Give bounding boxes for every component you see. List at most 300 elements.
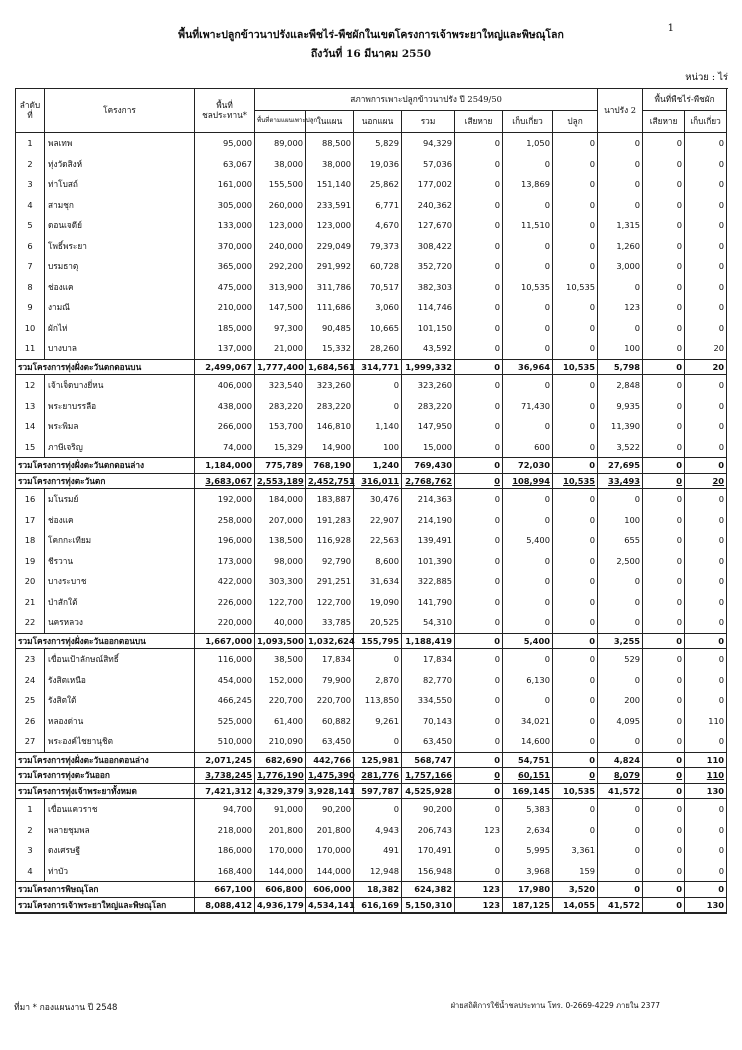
value-cell: 597,787 xyxy=(354,783,402,799)
value-cell: 0 xyxy=(553,318,598,339)
value-cell: 0 xyxy=(685,530,727,551)
value-cell: 0 xyxy=(643,195,685,216)
project-name: ทุ่งวัดสิงห์ xyxy=(45,154,195,175)
value-cell: 38,500 xyxy=(255,649,306,670)
value-cell: 1,184,000 xyxy=(195,458,255,474)
row-number: 5 xyxy=(16,215,45,236)
value-cell: 316,011 xyxy=(354,473,402,489)
value-cell: 123,000 xyxy=(255,215,306,236)
value-cell: 10,665 xyxy=(354,318,402,339)
value-cell: 0 xyxy=(455,215,503,236)
value-cell: 422,000 xyxy=(195,571,255,592)
value-cell: 220,700 xyxy=(255,690,306,711)
value-cell: 0 xyxy=(598,799,643,820)
value-cell: 0 xyxy=(598,195,643,216)
value-cell: 0 xyxy=(685,236,727,257)
value-cell: 0 xyxy=(455,174,503,195)
header-damaged: เสียหาย xyxy=(455,111,503,133)
value-cell: 7,421,312 xyxy=(195,783,255,799)
value-cell: 0 xyxy=(455,840,503,861)
value-cell: 0 xyxy=(598,277,643,298)
value-cell: 168,400 xyxy=(195,861,255,882)
value-cell: 1,240 xyxy=(354,458,402,474)
value-cell: 147,500 xyxy=(255,297,306,318)
value-cell: 5,400 xyxy=(503,633,553,649)
value-cell: 624,382 xyxy=(402,882,455,898)
summary-row xyxy=(16,783,727,799)
header-napang2: นาปรัง 2 xyxy=(598,89,643,133)
row-number: 2 xyxy=(16,154,45,175)
value-cell: 0 xyxy=(503,592,553,613)
value-cell: 0 xyxy=(553,338,598,359)
row-number: 12 xyxy=(16,375,45,396)
value-cell: 0 xyxy=(503,236,553,257)
row-number: 19 xyxy=(16,551,45,572)
value-cell: 406,000 xyxy=(195,375,255,396)
value-cell: 141,790 xyxy=(402,592,455,613)
summary-label: รวมโครงการพิษณุโลก xyxy=(16,882,195,898)
value-cell: 94,329 xyxy=(402,133,455,154)
header-irrigated-area: พื้นที่ ชลประทาน* xyxy=(195,89,255,133)
value-cell: 0 xyxy=(685,174,727,195)
value-cell: 0 xyxy=(685,154,727,175)
value-cell: 201,800 xyxy=(306,820,354,841)
value-cell: 0 xyxy=(643,359,685,375)
project-name: หลองด่าน xyxy=(45,711,195,732)
value-cell: 1,776,190 xyxy=(255,768,306,784)
value-cell: 4,525,928 xyxy=(402,783,455,799)
value-cell: 1,667,000 xyxy=(195,633,255,649)
value-cell: 0 xyxy=(643,551,685,572)
value-cell: 0 xyxy=(455,571,503,592)
project-name: นครหลวง xyxy=(45,612,195,633)
value-cell: 210,000 xyxy=(195,297,255,318)
value-cell: 0 xyxy=(685,489,727,510)
value-cell: 0 xyxy=(553,437,598,458)
value-cell: 0 xyxy=(643,670,685,691)
value-cell: 159 xyxy=(553,861,598,882)
value-cell: 0 xyxy=(455,799,503,820)
value-cell: 54,751 xyxy=(503,752,553,768)
value-cell: 0 xyxy=(455,690,503,711)
value-cell: 0 xyxy=(643,861,685,882)
value-cell: 220,700 xyxy=(306,690,354,711)
table-row xyxy=(16,133,727,154)
value-cell: 10,535 xyxy=(503,277,553,298)
value-cell: 3,520 xyxy=(553,882,598,898)
value-cell: 0 xyxy=(643,530,685,551)
value-cell: 63,450 xyxy=(306,731,354,752)
value-cell: 22,563 xyxy=(354,530,402,551)
value-cell: 0 xyxy=(503,154,553,175)
row-number: 22 xyxy=(16,612,45,633)
value-cell: 1,093,500 xyxy=(255,633,306,649)
value-cell: 206,743 xyxy=(402,820,455,841)
value-cell: 218,000 xyxy=(195,820,255,841)
table-row xyxy=(16,215,727,236)
summary-row xyxy=(16,359,727,375)
value-cell: 0 xyxy=(455,338,503,359)
project-name: โพธิ์พระยา xyxy=(45,236,195,257)
table-row xyxy=(16,612,727,633)
value-cell: 5,383 xyxy=(503,799,553,820)
value-cell: 125,981 xyxy=(354,752,402,768)
value-cell: 0 xyxy=(685,510,727,531)
value-cell: 0 xyxy=(643,174,685,195)
value-cell: 43,592 xyxy=(402,338,455,359)
summary-label: รวมโครงการทุ่งฝั่งตะวันออกตอนล่าง xyxy=(16,752,195,768)
value-cell: 147,950 xyxy=(402,416,455,437)
unit-label: หน่วย : ไร่ xyxy=(685,72,728,83)
value-cell: 88,500 xyxy=(306,133,354,154)
value-cell: 0 xyxy=(643,458,685,474)
value-cell: 0 xyxy=(643,297,685,318)
value-cell: 0 xyxy=(643,375,685,396)
table-row xyxy=(16,256,727,277)
value-cell: 60,882 xyxy=(306,711,354,732)
value-cell: 10,535 xyxy=(553,359,598,375)
value-cell: 139,491 xyxy=(402,530,455,551)
value-cell: 130 xyxy=(685,783,727,799)
value-cell: 18,382 xyxy=(354,882,402,898)
value-cell: 0 xyxy=(354,799,402,820)
value-cell: 0 xyxy=(685,318,727,339)
value-cell: 0 xyxy=(455,633,503,649)
value-cell: 196,000 xyxy=(195,530,255,551)
project-name: ป่าสักใต้ xyxy=(45,592,195,613)
value-cell: 1,050 xyxy=(503,133,553,154)
value-cell: 0 xyxy=(455,375,503,396)
value-cell: 20 xyxy=(685,359,727,375)
value-cell: 0 xyxy=(503,612,553,633)
value-cell: 0 xyxy=(354,731,402,752)
value-cell: 3,683,067 xyxy=(195,473,255,489)
value-cell: 0 xyxy=(553,592,598,613)
header-no: ลำดับ ที่ xyxy=(16,89,45,133)
value-cell: 0 xyxy=(455,473,503,489)
row-number: 11 xyxy=(16,338,45,359)
value-cell: 4,943 xyxy=(354,820,402,841)
value-cell: 283,220 xyxy=(255,396,306,417)
value-cell: 1,140 xyxy=(354,416,402,437)
value-cell: 1,777,400 xyxy=(255,359,306,375)
value-cell: 0 xyxy=(354,649,402,670)
value-cell: 616,169 xyxy=(354,897,402,913)
value-cell: 116,928 xyxy=(306,530,354,551)
value-cell: 101,150 xyxy=(402,318,455,339)
row-number: 15 xyxy=(16,437,45,458)
value-cell: 15,332 xyxy=(306,338,354,359)
value-cell: 0 xyxy=(643,236,685,257)
value-cell: 0 xyxy=(685,437,727,458)
table-row xyxy=(16,416,727,437)
value-cell: 600 xyxy=(503,437,553,458)
summary-label: รวมโครงการทุ่งตะวันออก xyxy=(16,768,195,784)
value-cell: 0 xyxy=(643,711,685,732)
table-row xyxy=(16,731,727,752)
value-cell: 127,670 xyxy=(402,215,455,236)
value-cell: 3,255 xyxy=(598,633,643,649)
value-cell: 0 xyxy=(598,882,643,898)
table-row xyxy=(16,338,727,359)
value-cell: 4,329,379 xyxy=(255,783,306,799)
value-cell: 2,870 xyxy=(354,670,402,691)
header-planned-area: พื้นที่ตามแผนเพาะปลูก xyxy=(255,111,306,133)
value-cell: 34,021 xyxy=(503,711,553,732)
value-cell: 0 xyxy=(503,338,553,359)
value-cell: 14,600 xyxy=(503,731,553,752)
value-cell: 283,220 xyxy=(306,396,354,417)
value-cell: 90,200 xyxy=(402,799,455,820)
table-row xyxy=(16,195,727,216)
value-cell: 0 xyxy=(455,396,503,417)
value-cell: 0 xyxy=(455,510,503,531)
value-cell: 0 xyxy=(643,612,685,633)
value-cell: 438,000 xyxy=(195,396,255,417)
value-cell: 0 xyxy=(455,670,503,691)
value-cell: 90,485 xyxy=(306,318,354,339)
project-name: ผักไห่ xyxy=(45,318,195,339)
value-cell: 0 xyxy=(503,416,553,437)
value-cell: 1,260 xyxy=(598,236,643,257)
value-cell: 138,500 xyxy=(255,530,306,551)
value-cell: 0 xyxy=(643,510,685,531)
value-cell: 1,188,419 xyxy=(402,633,455,649)
value-cell: 15,000 xyxy=(402,437,455,458)
project-name: บางบาล xyxy=(45,338,195,359)
table-row xyxy=(16,840,727,861)
value-cell: 1,315 xyxy=(598,215,643,236)
summary-label: รวมโครงการทุ่งฝั่งตะวันออกตอนบน xyxy=(16,633,195,649)
value-cell: 0 xyxy=(455,489,503,510)
value-cell: 6,130 xyxy=(503,670,553,691)
value-cell: 10,535 xyxy=(553,277,598,298)
row-number: 1 xyxy=(16,799,45,820)
value-cell: 31,634 xyxy=(354,571,402,592)
value-cell: 11,390 xyxy=(598,416,643,437)
value-cell: 525,000 xyxy=(195,711,255,732)
value-cell: 110 xyxy=(685,752,727,768)
header-project: โครงการ xyxy=(45,89,195,133)
table-row xyxy=(16,551,727,572)
value-cell: 0 xyxy=(553,375,598,396)
value-cell: 20 xyxy=(685,338,727,359)
value-cell: 0 xyxy=(553,731,598,752)
project-name: เจ้าเจ็ดบางยี่หน xyxy=(45,375,195,396)
value-cell: 0 xyxy=(455,861,503,882)
value-cell: 133,000 xyxy=(195,215,255,236)
value-cell: 0 xyxy=(685,215,727,236)
value-cell: 207,000 xyxy=(255,510,306,531)
value-cell: 0 xyxy=(685,551,727,572)
value-cell: 177,002 xyxy=(402,174,455,195)
value-cell: 233,591 xyxy=(306,195,354,216)
value-cell: 0 xyxy=(598,670,643,691)
value-cell: 0 xyxy=(455,649,503,670)
value-cell: 1,032,624 xyxy=(306,633,354,649)
value-cell: 0 xyxy=(643,592,685,613)
value-cell: 70,517 xyxy=(354,277,402,298)
value-cell: 314,771 xyxy=(354,359,402,375)
value-cell: 308,422 xyxy=(402,236,455,257)
table-row xyxy=(16,277,727,298)
value-cell: 0 xyxy=(455,530,503,551)
project-name: เขื่อนแควราช xyxy=(45,799,195,820)
value-cell: 210,090 xyxy=(255,731,306,752)
value-cell: 110 xyxy=(685,711,727,732)
summary-row xyxy=(16,882,727,898)
value-cell: 0 xyxy=(553,633,598,649)
header-rice-group: สภาพการเพาะปลูกข้าวนาปรัง ปี 2549/50 xyxy=(255,89,598,111)
value-cell: 151,140 xyxy=(306,174,354,195)
project-name: สามชุก xyxy=(45,195,195,216)
value-cell: 38,000 xyxy=(255,154,306,175)
summary-label: รวมโครงการเจ้าพระยาใหญ่และพิษณุโลก xyxy=(16,897,195,913)
value-cell: 122,700 xyxy=(255,592,306,613)
value-cell: 0 xyxy=(553,195,598,216)
table-row xyxy=(16,174,727,195)
header-field-group: พื้นที่พืชไร่-พืชผัก xyxy=(643,89,727,111)
value-cell: 200 xyxy=(598,690,643,711)
value-cell: 0 xyxy=(503,256,553,277)
project-name: ท่าบัว xyxy=(45,861,195,882)
value-cell: 89,000 xyxy=(255,133,306,154)
value-cell: 63,450 xyxy=(402,731,455,752)
value-cell: 475,000 xyxy=(195,277,255,298)
value-cell: 0 xyxy=(643,133,685,154)
project-name: รังสิตเหนือ xyxy=(45,670,195,691)
value-cell: 365,000 xyxy=(195,256,255,277)
value-cell: 17,980 xyxy=(503,882,553,898)
value-cell: 2,500 xyxy=(598,551,643,572)
table-row xyxy=(16,711,727,732)
row-number: 27 xyxy=(16,731,45,752)
value-cell: 0 xyxy=(455,416,503,437)
value-cell: 0 xyxy=(685,277,727,298)
value-cell: 0 xyxy=(643,154,685,175)
value-cell: 0 xyxy=(553,768,598,784)
table-row xyxy=(16,820,727,841)
value-cell: 0 xyxy=(503,551,553,572)
value-cell: 0 xyxy=(598,489,643,510)
value-cell: 5,798 xyxy=(598,359,643,375)
value-cell: 240,362 xyxy=(402,195,455,216)
row-number: 3 xyxy=(16,174,45,195)
value-cell: 92,790 xyxy=(306,551,354,572)
value-cell: 0 xyxy=(455,612,503,633)
value-cell: 95,000 xyxy=(195,133,255,154)
value-cell: 0 xyxy=(553,711,598,732)
project-name: ดงเศรษฐี xyxy=(45,840,195,861)
value-cell: 72,030 xyxy=(503,458,553,474)
value-cell: 8,088,412 xyxy=(195,897,255,913)
value-cell: 229,049 xyxy=(306,236,354,257)
value-cell: 1,999,332 xyxy=(402,359,455,375)
table-row xyxy=(16,396,727,417)
row-number: 14 xyxy=(16,416,45,437)
value-cell: 0 xyxy=(643,882,685,898)
summary-row xyxy=(16,768,727,784)
project-name: รังสิตใต้ xyxy=(45,690,195,711)
value-cell: 0 xyxy=(598,861,643,882)
value-cell: 0 xyxy=(553,690,598,711)
value-cell: 12,948 xyxy=(354,861,402,882)
value-cell: 0 xyxy=(643,752,685,768)
value-cell: 3,000 xyxy=(598,256,643,277)
value-cell: 0 xyxy=(553,215,598,236)
value-cell: 0 xyxy=(685,458,727,474)
project-name: ชีรวาน xyxy=(45,551,195,572)
value-cell: 0 xyxy=(503,318,553,339)
value-cell: 281,776 xyxy=(354,768,402,784)
value-cell: 0 xyxy=(643,783,685,799)
value-cell: 0 xyxy=(503,690,553,711)
row-number: 18 xyxy=(16,530,45,551)
value-cell: 113,850 xyxy=(354,690,402,711)
value-cell: 60,151 xyxy=(503,768,553,784)
value-cell: 0 xyxy=(598,318,643,339)
value-cell: 5,150,310 xyxy=(402,897,455,913)
header-out-plan: นอกแผน xyxy=(354,111,402,133)
value-cell: 14,055 xyxy=(553,897,598,913)
table-row xyxy=(16,236,727,257)
value-cell: 0 xyxy=(643,799,685,820)
project-name: พลเทพ xyxy=(45,133,195,154)
value-cell: 0 xyxy=(553,820,598,841)
value-cell: 0 xyxy=(685,882,727,898)
value-cell: 187,125 xyxy=(503,897,553,913)
table-row xyxy=(16,670,727,691)
value-cell: 0 xyxy=(685,592,727,613)
value-cell: 323,260 xyxy=(402,375,455,396)
value-cell: 334,550 xyxy=(402,690,455,711)
value-cell: 0 xyxy=(643,473,685,489)
value-cell: 0 xyxy=(553,752,598,768)
project-name: ช่องแค xyxy=(45,277,195,298)
value-cell: 0 xyxy=(455,133,503,154)
value-cell: 0 xyxy=(685,861,727,882)
value-cell: 61,400 xyxy=(255,711,306,732)
value-cell: 191,283 xyxy=(306,510,354,531)
value-cell: 0 xyxy=(354,375,402,396)
value-cell: 0 xyxy=(685,396,727,417)
value-cell: 111,686 xyxy=(306,297,354,318)
value-cell: 2,071,245 xyxy=(195,752,255,768)
summary-label: รวมโครงการทุ่งเจ้าพระยาทั้งหมด xyxy=(16,783,195,799)
project-name: งามณี xyxy=(45,297,195,318)
value-cell: 0 xyxy=(643,318,685,339)
summary-row xyxy=(16,458,727,474)
value-cell: 79,900 xyxy=(306,670,354,691)
value-cell: 0 xyxy=(643,338,685,359)
value-cell: 170,000 xyxy=(306,840,354,861)
table-row xyxy=(16,510,727,531)
value-cell: 40,000 xyxy=(255,612,306,633)
value-cell: 0 xyxy=(503,510,553,531)
table-row xyxy=(16,489,727,510)
value-cell: 41,572 xyxy=(598,783,643,799)
value-cell: 0 xyxy=(503,489,553,510)
value-cell: 144,000 xyxy=(255,861,306,882)
row-number: 17 xyxy=(16,510,45,531)
value-cell: 0 xyxy=(685,690,727,711)
value-cell: 0 xyxy=(685,670,727,691)
value-cell: 291,251 xyxy=(306,571,354,592)
value-cell: 60,728 xyxy=(354,256,402,277)
value-cell: 114,746 xyxy=(402,297,455,318)
value-cell: 260,000 xyxy=(255,195,306,216)
value-cell: 22,907 xyxy=(354,510,402,531)
